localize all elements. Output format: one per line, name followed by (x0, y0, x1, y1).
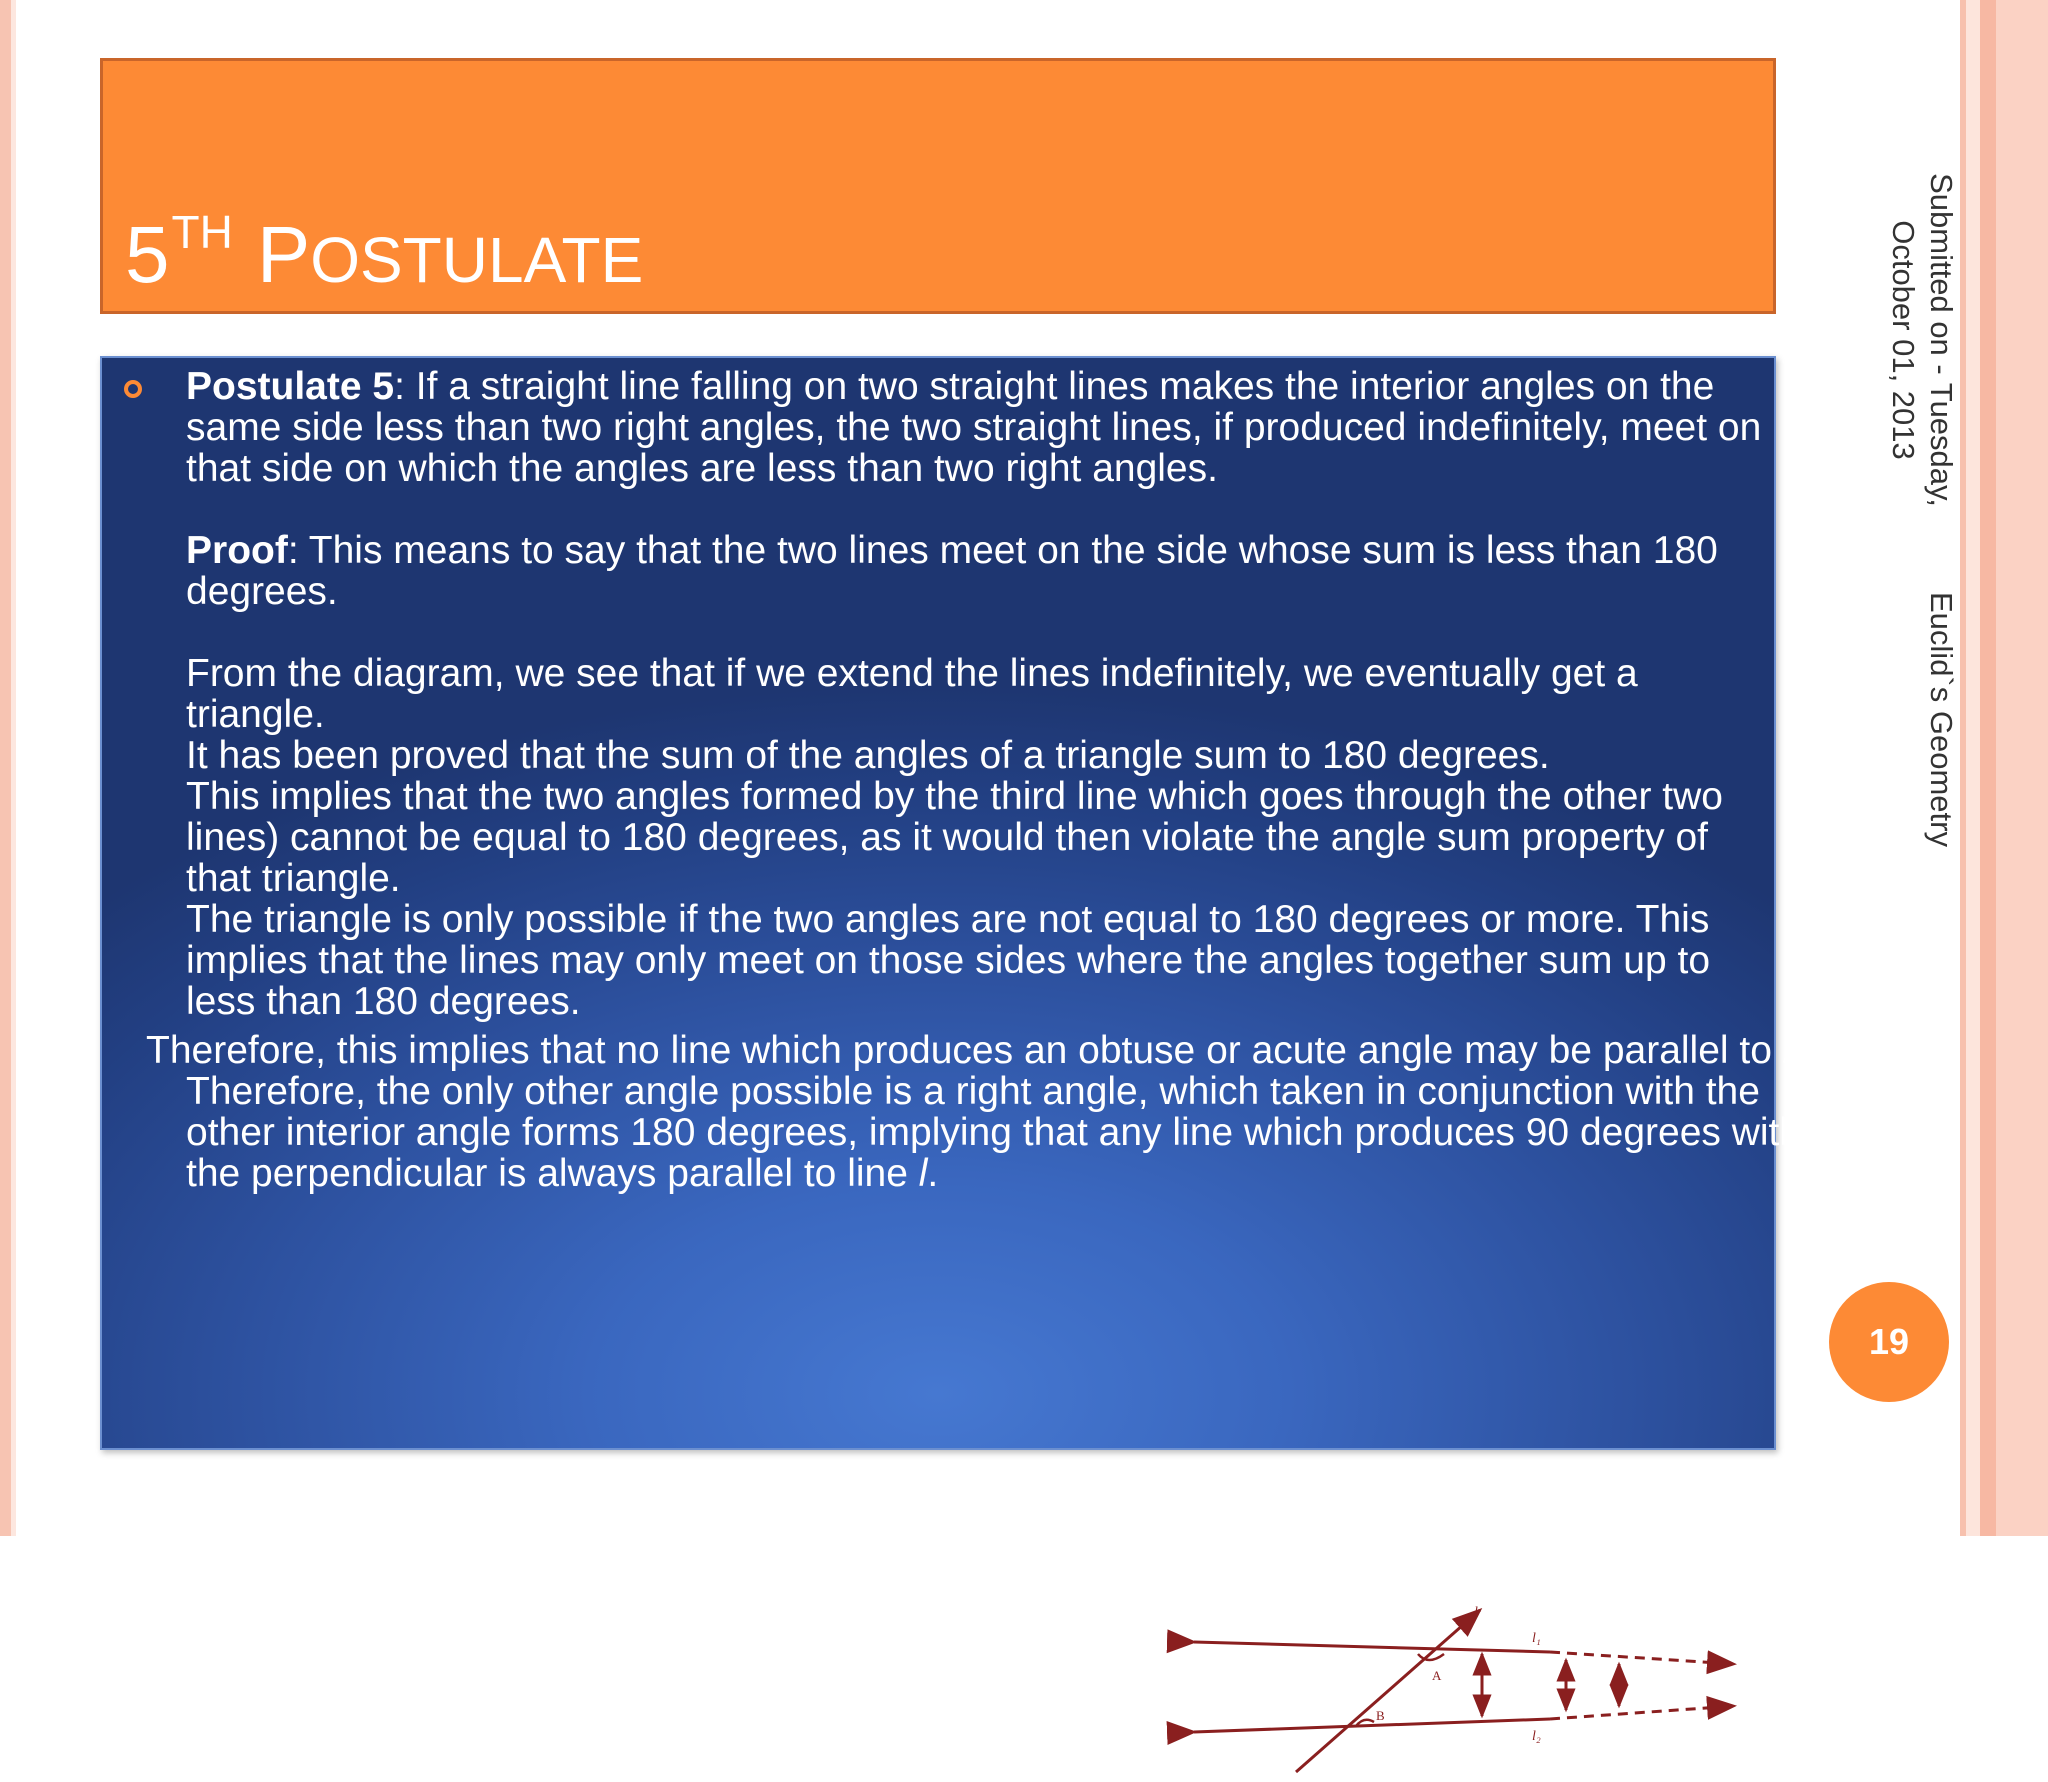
line-l2-dashed (1550, 1706, 1734, 1719)
right-border-stripe (1980, 0, 1996, 1536)
label-l1: l₁ (1532, 1631, 1541, 1646)
postulate-label: Postulate 5 (186, 365, 395, 408)
title-ordinal: 5 (125, 210, 170, 299)
vertical-footer (1876, 130, 1960, 1010)
title-superscript: TH (171, 206, 233, 258)
label-angle-b: B (1376, 1708, 1385, 1723)
footer-date-line2: October 01, 2013 (1886, 220, 1921, 460)
postulate-paragraph (186, 366, 1766, 489)
proof-text: : This means to say that the two lines meet on the side whose sum is less than 180 degrees. (186, 529, 1718, 613)
slide-title (125, 206, 644, 299)
proof-label: Proof (186, 529, 288, 572)
transversal-line (1296, 1610, 1480, 1772)
diagram-paragraph: From the diagram, we see that if we extend the lines indefinitely, we eventually get a triangle. (186, 652, 1638, 736)
line-symbol: l (1782, 1029, 1792, 1072)
footer-date-line1: Submitted on - Tuesday, (1924, 173, 1959, 507)
triangle-sum-paragraph: It has been proved that the sum of the angles of a triangle sum to 180 degrees. (186, 734, 1550, 777)
bullet-circle-icon (124, 380, 142, 398)
title-first-letter: P (256, 210, 311, 299)
right-border-stripe (1996, 0, 2048, 1536)
implies-paragraph: This implies that the two angles formed by the third line which goes through the other two lines) cannot be equal to 180 degrees, as it would then violate the angle sum property of that triangle. (186, 775, 1723, 900)
therefore-part1: Therefore, this implies that no line which produces an obtuse or acute angle may be parallel to (146, 1029, 1783, 1072)
footer-subject: Euclid`s Geometry (1924, 592, 1959, 847)
title-banner (100, 58, 1776, 314)
label-l2: l₂ (1532, 1729, 1541, 1744)
therefore-paragraph (146, 1030, 1816, 1194)
label-l: l (1474, 1605, 1478, 1620)
line-symbol: l (918, 1152, 928, 1195)
right-border-stripe (1966, 0, 1980, 1536)
label-angle-a: A (1432, 1668, 1442, 1683)
page-number-badge: 19 (1829, 1282, 1949, 1402)
therefore-part2: . Therefore, the only other angle possible is a right angle, which taken in conjunction with the other interior angle forms 180 degrees, implying that any line which produces 90 degrees with the perpendicular is always parallel to line (186, 1029, 1803, 1195)
content-panel (100, 356, 1803, 1744)
possible-paragraph: The triangle is only possible if the two angles are not equal to 180 degrees or more. This implies that the lines may only meet on those sides where the angles together sum up to less than 180 degrees. (186, 898, 1711, 1023)
title-rest: OSTULATE (310, 224, 644, 296)
parallel-lines-diagram (1190, 1602, 1750, 1782)
postulate-text: : If a straight line falling on two straight lines makes the interior angles on the same side less than two right angles, the two straight lines, if produced indefinitely, meet on that side on which the angles are less than two right angles. (186, 365, 1762, 490)
bullet-item (186, 366, 1766, 1022)
footer-date (1884, 130, 1960, 550)
left-border-inner-stripe (11, 0, 16, 1536)
line-l1-dashed (1550, 1652, 1734, 1664)
therefore-end: . (927, 1152, 939, 1195)
proof-paragraph (186, 530, 1766, 612)
line-l1-solid (1194, 1642, 1550, 1652)
left-border-stripe (0, 0, 11, 1536)
